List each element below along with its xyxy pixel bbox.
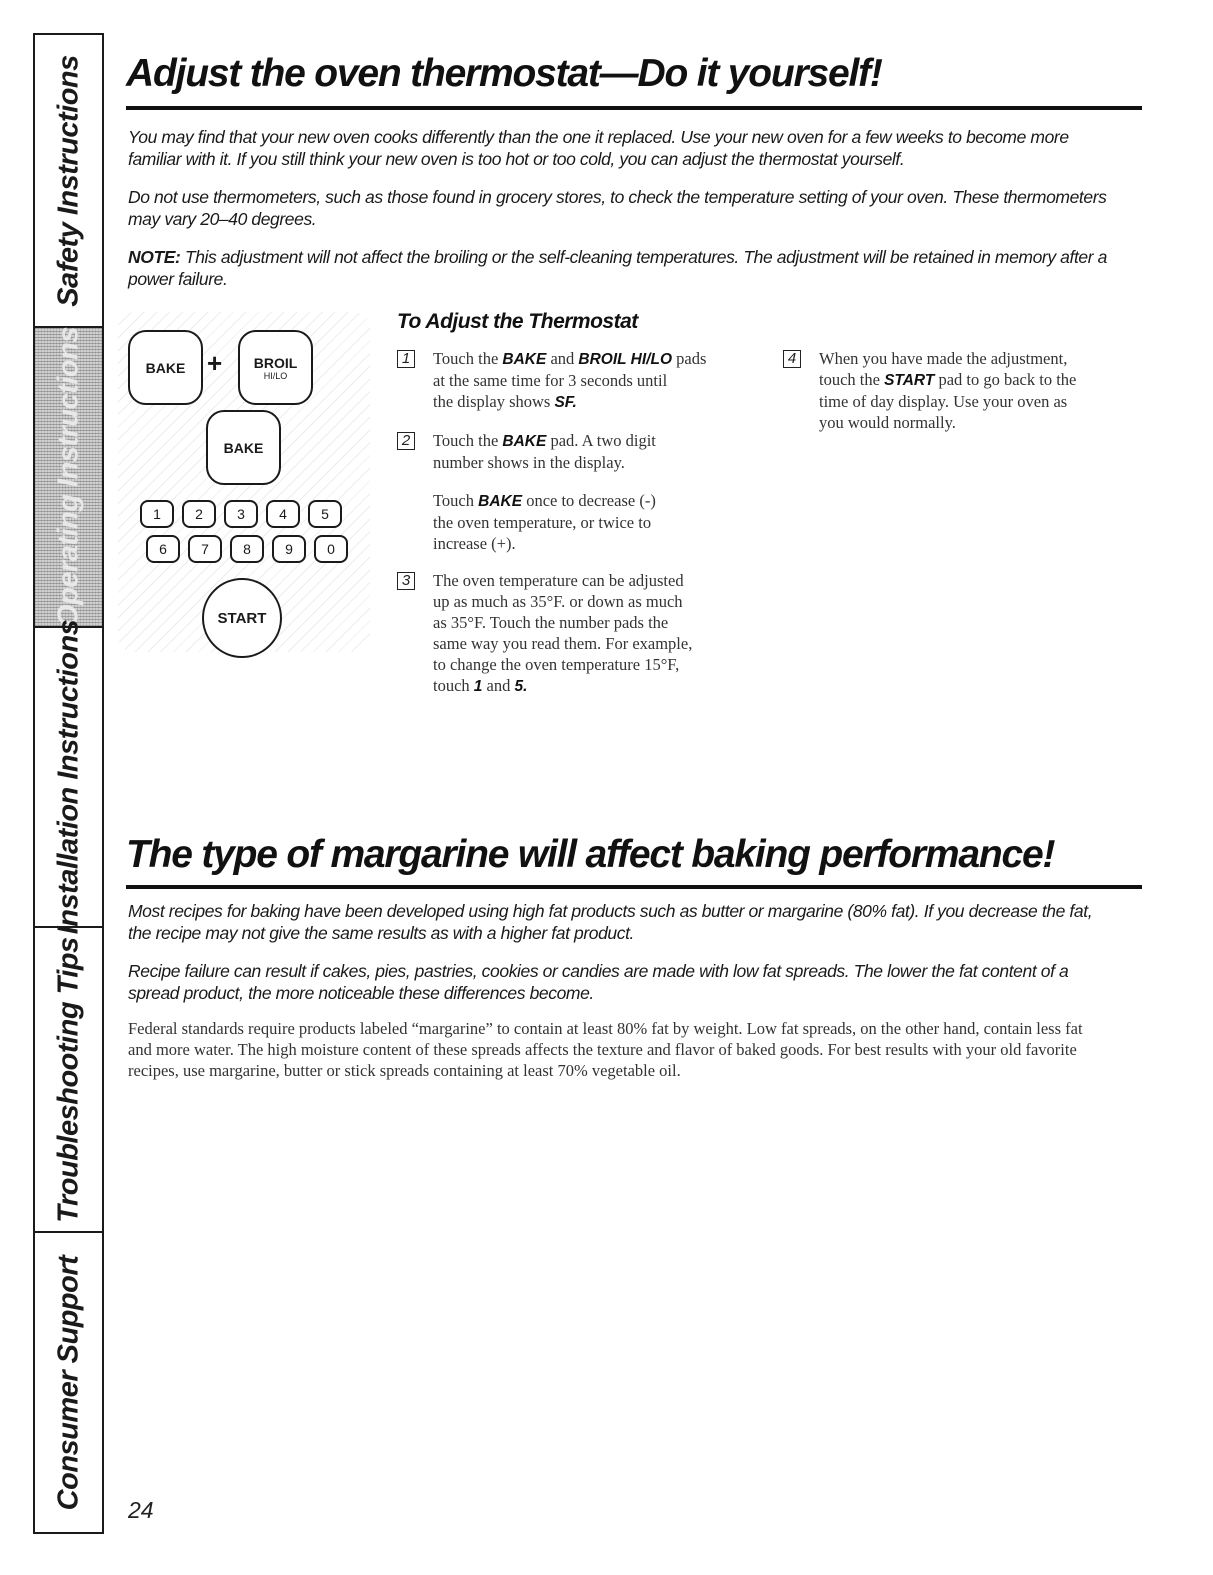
text-run: same way you read them. For example, — [433, 634, 693, 653]
number-pad-0 — [314, 535, 348, 563]
step-3 — [397, 570, 777, 700]
tab-label: Troubleshooting Tips — [52, 936, 84, 1223]
text-run: pad. A two digit — [546, 431, 656, 450]
step-text — [433, 490, 656, 554]
number-pad-6 — [146, 535, 180, 563]
number-pad-7 — [188, 535, 222, 563]
tab-label: Consumer Support — [52, 1255, 84, 1510]
step-text — [433, 570, 692, 697]
number-pad-3 — [224, 500, 258, 528]
number-pad-5 — [308, 500, 342, 528]
margarine-intro: Most recipes for baking have been developed using high fat products such as butter or margarine (80% fat). If you decrease the fat, the recipe may not give the same results as with a higher fat product. — [128, 901, 1093, 943]
step-2 — [397, 430, 777, 480]
note-label: NOTE: — [128, 247, 181, 267]
text-run: number shows in the display. — [433, 453, 625, 472]
tab-label: Operating Instructions — [52, 327, 84, 627]
bake-pad-label: BAKE — [223, 439, 264, 456]
thermometer-warning: Do not use thermometers, such as those found in grocery stores, to check the temperature setting of your oven. These thermometers may vary 20–40 degrees. — [128, 187, 1107, 229]
number-pad-label: 6 — [159, 541, 167, 557]
text-run: touch — [433, 676, 474, 695]
text-run: the oven temperature, or twice to — [433, 513, 652, 532]
number-pad-label: 2 — [195, 506, 203, 522]
text-run: once to decrease (-) — [522, 491, 656, 510]
step-number: 3 — [397, 572, 415, 590]
text-run: time of day display. Use your oven as — [819, 392, 1068, 411]
number-pad-label: 8 — [243, 541, 251, 557]
keyword-bake: BAKE — [478, 493, 523, 510]
broil-pad-label: BROIL — [253, 354, 298, 371]
keyword-sf: SF. — [554, 394, 577, 411]
text-run: touch the — [819, 370, 885, 389]
text-run: to change the oven temperature 15°F, — [433, 655, 680, 674]
step-number: 2 — [397, 432, 415, 450]
text-run: at the same time for 3 seconds until — [433, 371, 668, 390]
section-title-margarine: The type of margarine will affect baking performance! — [126, 833, 1055, 876]
bake-pad — [128, 330, 203, 405]
tab-safety-instructions[interactable] — [35, 35, 102, 328]
text-run: Touch the — [433, 431, 503, 450]
number-pad-label: 3 — [237, 506, 245, 522]
section-title-thermostat: Adjust the oven thermostat—Do it yourself! — [126, 52, 882, 95]
intro-paragraph: You may find that your new oven cooks differently than the one it replaced. Use your new oven for a few weeks to become more familiar with it. If you still think your new oven is too hot or too cold, you can adjust the thermostat yourself. — [128, 127, 1069, 169]
tab-operating-instructions[interactable] — [35, 328, 102, 628]
number-pad-label: 1 — [153, 506, 161, 522]
text-run: The oven temperature can be adjusted — [433, 571, 684, 590]
note-paragraph — [128, 246, 1108, 290]
step-number: 4 — [783, 350, 801, 368]
plus-sign: + — [207, 348, 223, 378]
start-pad-label: START — [217, 609, 267, 627]
number-pad-4 — [266, 500, 300, 528]
text-run: and — [482, 676, 515, 695]
tab-label: Installation Instructions — [52, 619, 84, 935]
title-rule — [126, 885, 1142, 889]
text-run: as 35°F. Touch the number pads the — [433, 613, 669, 632]
text-run: the display shows — [433, 392, 555, 411]
title-rule — [126, 106, 1142, 110]
subheading-adjust-thermostat: To Adjust the Thermostat — [397, 310, 638, 333]
text-run: increase (+). — [433, 534, 516, 553]
section-tab-column — [33, 33, 104, 1534]
keyword-broil: BROIL HI/LO — [578, 351, 672, 368]
step-text — [433, 430, 656, 473]
step-text — [433, 348, 706, 413]
text-run: up as much as 35°F. or down as much — [433, 592, 683, 611]
tab-label: Safety Instructions — [52, 54, 84, 307]
broil-pad-sublabel: HI/LO — [263, 370, 288, 381]
number-pad-label: 5 — [321, 506, 329, 522]
text-run: you would normally. — [819, 413, 956, 432]
tab-consumer-support[interactable] — [35, 1233, 102, 1532]
step-number: 1 — [397, 350, 415, 368]
tab-troubleshooting-tips[interactable] — [35, 928, 102, 1233]
number-pad-1 — [140, 500, 174, 528]
number-pad-label: 4 — [279, 506, 287, 522]
text-run: pad to go back to the — [934, 370, 1077, 389]
text-run: When you have made the adjustment, — [819, 349, 1068, 368]
keyword-bake: BAKE — [502, 433, 547, 450]
number-pad-8 — [230, 535, 264, 563]
step-4 — [783, 348, 1163, 438]
number-pad-label: 0 — [327, 541, 335, 557]
federal-standards-paragraph: Federal standards require products labeled “margarine” to contain at least 80% fat by weight. Low fat spreads, on the other hand, contain less fat and more water. The high moisture content of these spreads affects the texture and flavor of baked goods. For best results with your old favorite recipes, use margarine, butter or stick spreads containing at least 70% vegetable oil. — [128, 1019, 1083, 1080]
start-pad — [202, 578, 282, 658]
recipe-failure-paragraph: Recipe failure can result if cakes, pies, pastries, cookies or candies are made with low fat spreads. The lower the fat content of a spread product, the more noticeable these differences become. — [128, 961, 1069, 1003]
number-pad-label: 9 — [285, 541, 293, 557]
text-run: and — [546, 349, 579, 368]
keyword-one: 1 — [473, 678, 483, 695]
text-run: pads — [672, 349, 707, 368]
page-number: 24 — [128, 1497, 154, 1523]
text-run: Touch — [433, 491, 479, 510]
text-run: Touch the — [433, 349, 503, 368]
broil-pad — [238, 330, 313, 405]
step-1 — [397, 348, 777, 418]
keypad-illustration — [118, 312, 370, 652]
number-pad-2 — [182, 500, 216, 528]
number-pad-label: 7 — [201, 541, 209, 557]
keyword-bake: BAKE — [502, 351, 547, 368]
bake-pad-2 — [206, 410, 281, 485]
bake-pad-label: BAKE — [145, 359, 186, 376]
keyword-start: START — [884, 372, 935, 389]
number-pad-9 — [272, 535, 306, 563]
keyword-five: 5. — [514, 678, 528, 695]
tab-installation-instructions[interactable] — [35, 619, 102, 935]
step-2-continued — [397, 490, 777, 560]
note-text: This adjustment will not affect the broiling or the self-cleaning temperatures. The adjustment will be retained in memory after a power failure. — [128, 247, 1107, 289]
step-text — [819, 348, 1076, 433]
